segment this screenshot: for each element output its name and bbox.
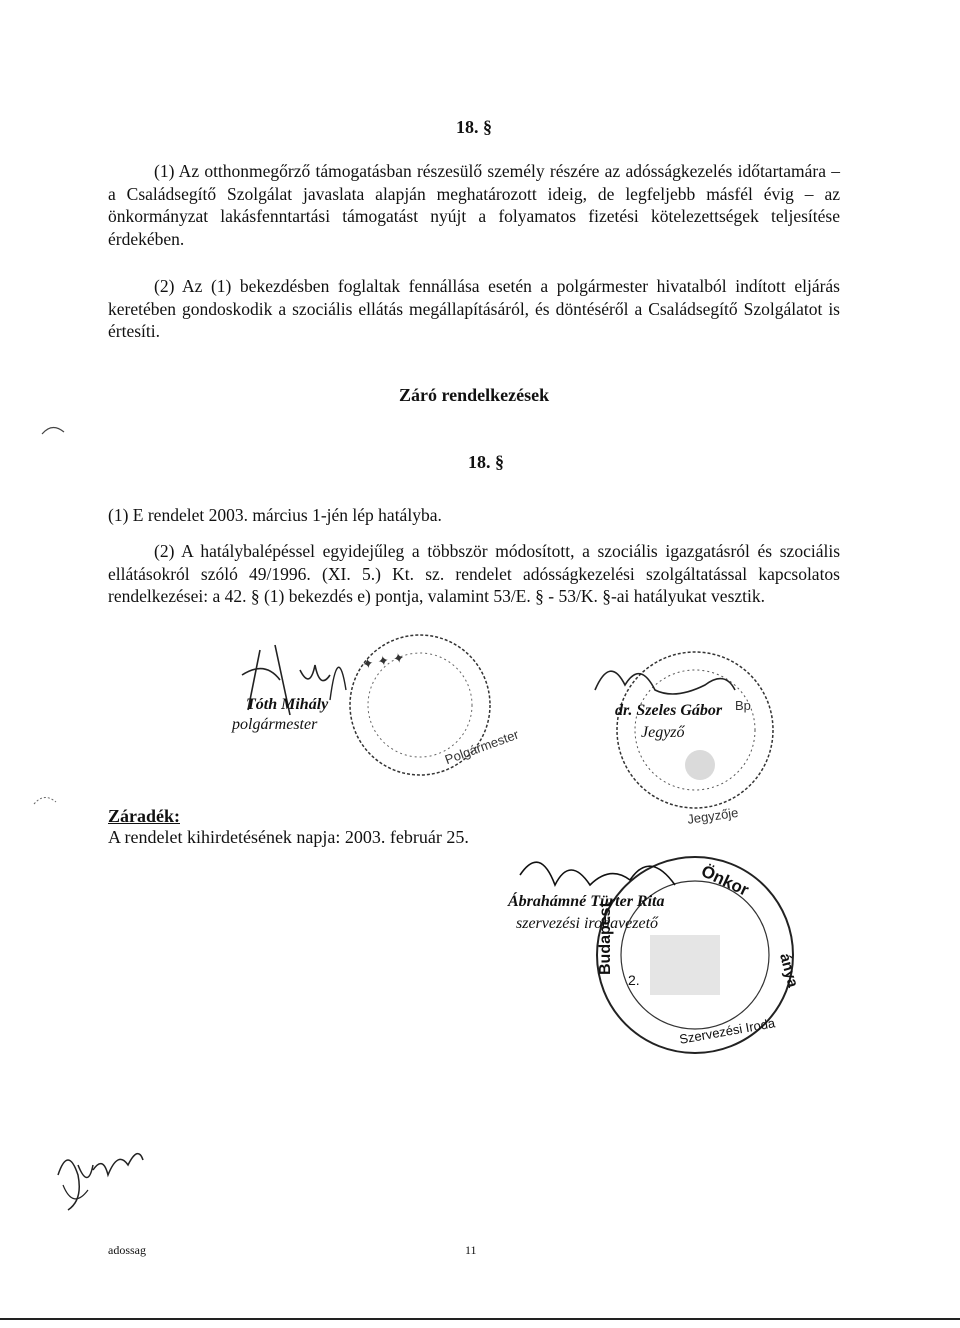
notary-name: dr. Szeles Gábor [615,702,723,719]
paragraph-2: (2) Az (1) bekezdésben foglaltak fennállása esetén a polgármester hivatalból indított eljárás keretében gondoskodik a szociális ellátás megállapításáról, és döntéséről a Családsegítő Szolgálatot is értesíti. [108,276,840,342]
notary-title: Jegyző [641,724,685,741]
svg-text:Bp: Bp [735,698,751,713]
footer-filename: adossag [108,1243,146,1257]
svg-text:Budapest: Budapest [597,902,614,975]
svg-text:✦ ✦ ✦: ✦ ✦ ✦ [360,649,406,673]
closing-provisions-heading: Záró rendelkezések [399,385,550,405]
organizer-name: Ábrahámné Türter Rita [508,893,665,910]
svg-text:ánya: ánya [776,951,802,990]
svg-text:2.: 2. [628,972,640,988]
paragraph-3: (1) E rendelet 2003. március 1-jén lép hatályba. [108,505,442,525]
initials-scribble [38,1135,158,1225]
mayor-title: polgármester [232,716,318,733]
organizer-signature-block [500,845,800,1065]
zaradek-label: Záradék: [108,806,180,826]
mayor-name: Tóth Mihály [246,696,329,713]
mayor-stamp-text: Polgármester [442,726,521,768]
notary-round-stamp [585,630,785,830]
paragraph-4: (2) A hatálybalépéssel egyidejűleg a többször módosított, a szociális igazgatásról és szociális ellátásokról szóló 49/1996. (XI. 5.) Kt. sz. rendelet adósságkezelési szolgáltatással kapcsolatos rendelkezései: a 42. § (1) bekezdés e) pontja, valamint 53/E. § - 53/K. §-ai hatályukat vesztik. [108,541,840,607]
notary-signature-block [585,630,785,830]
margin-mark [40,420,70,440]
organizer-handwritten-signature [520,862,675,885]
mayor-round-stamp [330,620,521,800]
paragraph-1: (1) Az otthonmegőrző támogatásban részesülő személy részére az adósságkezelés időtartamára – a Családsegítő Szolgálat javaslata alapján meghatározott ideig, de legfeljebb másfél évig – az önkormányzat lakásfenntartási támogatást nyújt a folyamatos fizetési kötelezettségek teljesítése érdekében. [108,161,840,250]
scan-edge-line [0,1318,960,1320]
svg-text:Önkor: Önkor [698,861,752,900]
section-number-top: 18. § [456,117,492,137]
section-number-mid: 18. § [468,452,504,472]
organizer-title: szervezési irodavezető [516,915,659,932]
svg-text:Jegyzője: Jegyzője [686,804,740,827]
margin-mark-2 [32,790,62,810]
footer-page-number: 11 [465,1243,477,1257]
office-round-stamp [500,845,800,1065]
zaradek-text: A rendelet kihirdetésének napja: 2003. február 25. [108,827,469,847]
notary-handwritten-signature [595,671,735,694]
svg-text:Szervezési Iroda: Szervezési Iroda [678,1015,777,1047]
mayor-signature-block [220,620,520,800]
